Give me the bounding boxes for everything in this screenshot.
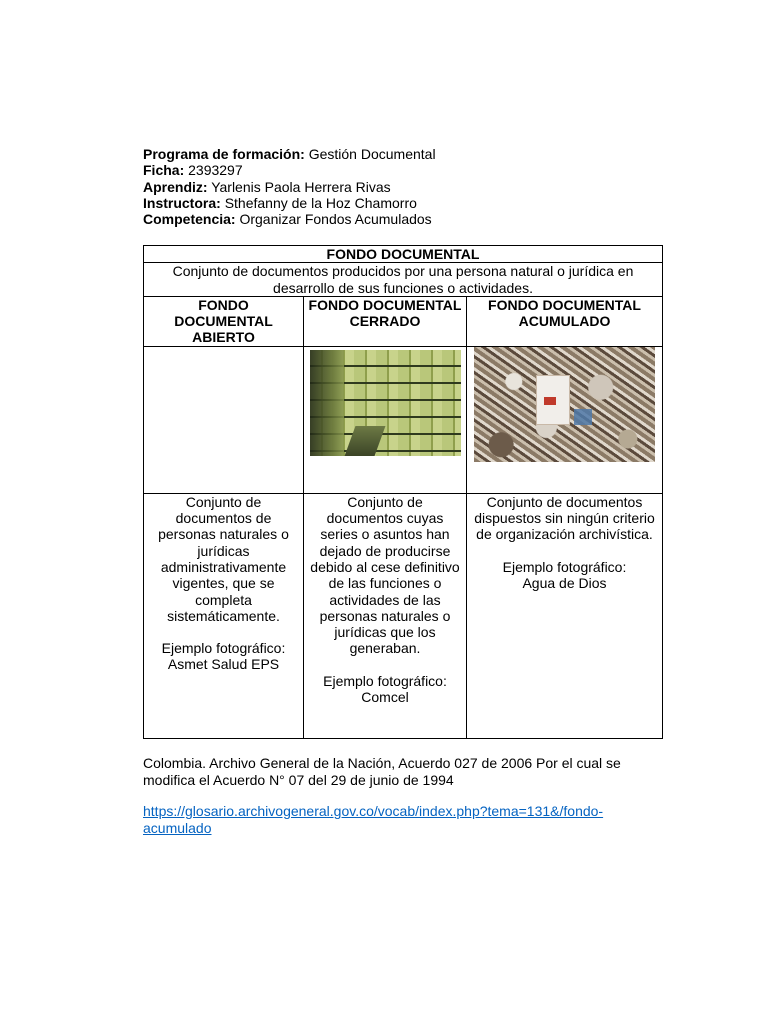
programa-label: Programa de formación: xyxy=(143,146,305,162)
fondo-documental-table xyxy=(143,245,663,739)
aprendiz-line xyxy=(143,179,436,195)
ficha-label: Ficha: xyxy=(143,162,185,179)
desc-cell-cerrado xyxy=(304,493,467,738)
example-value-cerrado: Comcel xyxy=(361,689,409,706)
reference-link[interactable]: https://glosario.archivogeneral.gov.co/vocab/index.php?tema=131&/fondo-acumulado xyxy=(143,803,604,836)
heading-acumulado: FONDO DOCUMENTAL ACUMULADO xyxy=(467,296,663,346)
photo-cell-abierto xyxy=(144,346,304,493)
heading-abierto: FONDO DOCUMENTAL ABIERTO xyxy=(144,296,304,346)
photo-cell-acumulado xyxy=(467,346,663,493)
desc-abierto: Conjunto de documentos de personas naturales o jurídicas administrativamente vigentes, que se completa sistemáticamente. xyxy=(158,493,289,624)
competencia-value: Organizar Fondos Acumulados xyxy=(239,211,432,228)
desc-cell-abierto xyxy=(144,493,304,738)
ficha-value: 2393297 xyxy=(188,162,243,179)
heading-cerrado: FONDO DOCUMENTAL CERRADO xyxy=(304,296,467,346)
aprendiz-value: Yarlenis Paola Herrera Rivas xyxy=(211,178,391,195)
document-header xyxy=(143,146,436,227)
table-title: FONDO DOCUMENTAL xyxy=(144,246,663,263)
ficha-line xyxy=(143,162,436,178)
photo-cell-cerrado xyxy=(304,346,467,493)
table-definition: Conjunto de documentos producidos por una persona natural o jurídica en desarrollo de sus funciones o actividades. xyxy=(144,263,663,297)
example-label-abierto: Ejemplo fotográfico: xyxy=(161,640,286,657)
example-label-acumulado: Ejemplo fotográfico: xyxy=(502,558,627,575)
competencia-label: Competencia: xyxy=(143,211,236,228)
example-value-acumulado: Agua de Dios xyxy=(522,574,607,591)
archive-shelves-photo xyxy=(310,350,461,456)
desc-cell-acumulado xyxy=(467,493,663,738)
example-value-abierto: Asmet Salud EPS xyxy=(167,656,280,673)
citation-text: Colombia. Archivo General de la Nación, Acuerdo 027 de 2006 Por el cual se modifica el Acuerdo N° 07 del 29 de junio de 1994 xyxy=(143,755,621,788)
instructora-line xyxy=(143,195,436,211)
instructora-label: Instructora: xyxy=(143,194,221,211)
desc-acumulado: Conjunto de documentos dispuestos sin ningún criterio de organización archivística. xyxy=(474,493,655,543)
aprendiz-label: Aprendiz: xyxy=(143,178,208,195)
programa-value: Gestión Documental xyxy=(308,146,436,162)
competencia-line xyxy=(143,211,436,227)
instructora-value: Sthefanny de la Hoz Chamorro xyxy=(224,194,417,211)
programa-line xyxy=(143,146,436,162)
example-label-cerrado: Ejemplo fotográfico: xyxy=(323,672,447,689)
references xyxy=(143,755,633,851)
desc-cerrado: Conjunto de documentos cuyas series o asuntos han dejado de producirse debido al cese definitivo de las funciones o actividades de las personas naturales o jurídicas que los generaban. xyxy=(310,493,460,657)
document-piles-photo xyxy=(474,347,655,462)
